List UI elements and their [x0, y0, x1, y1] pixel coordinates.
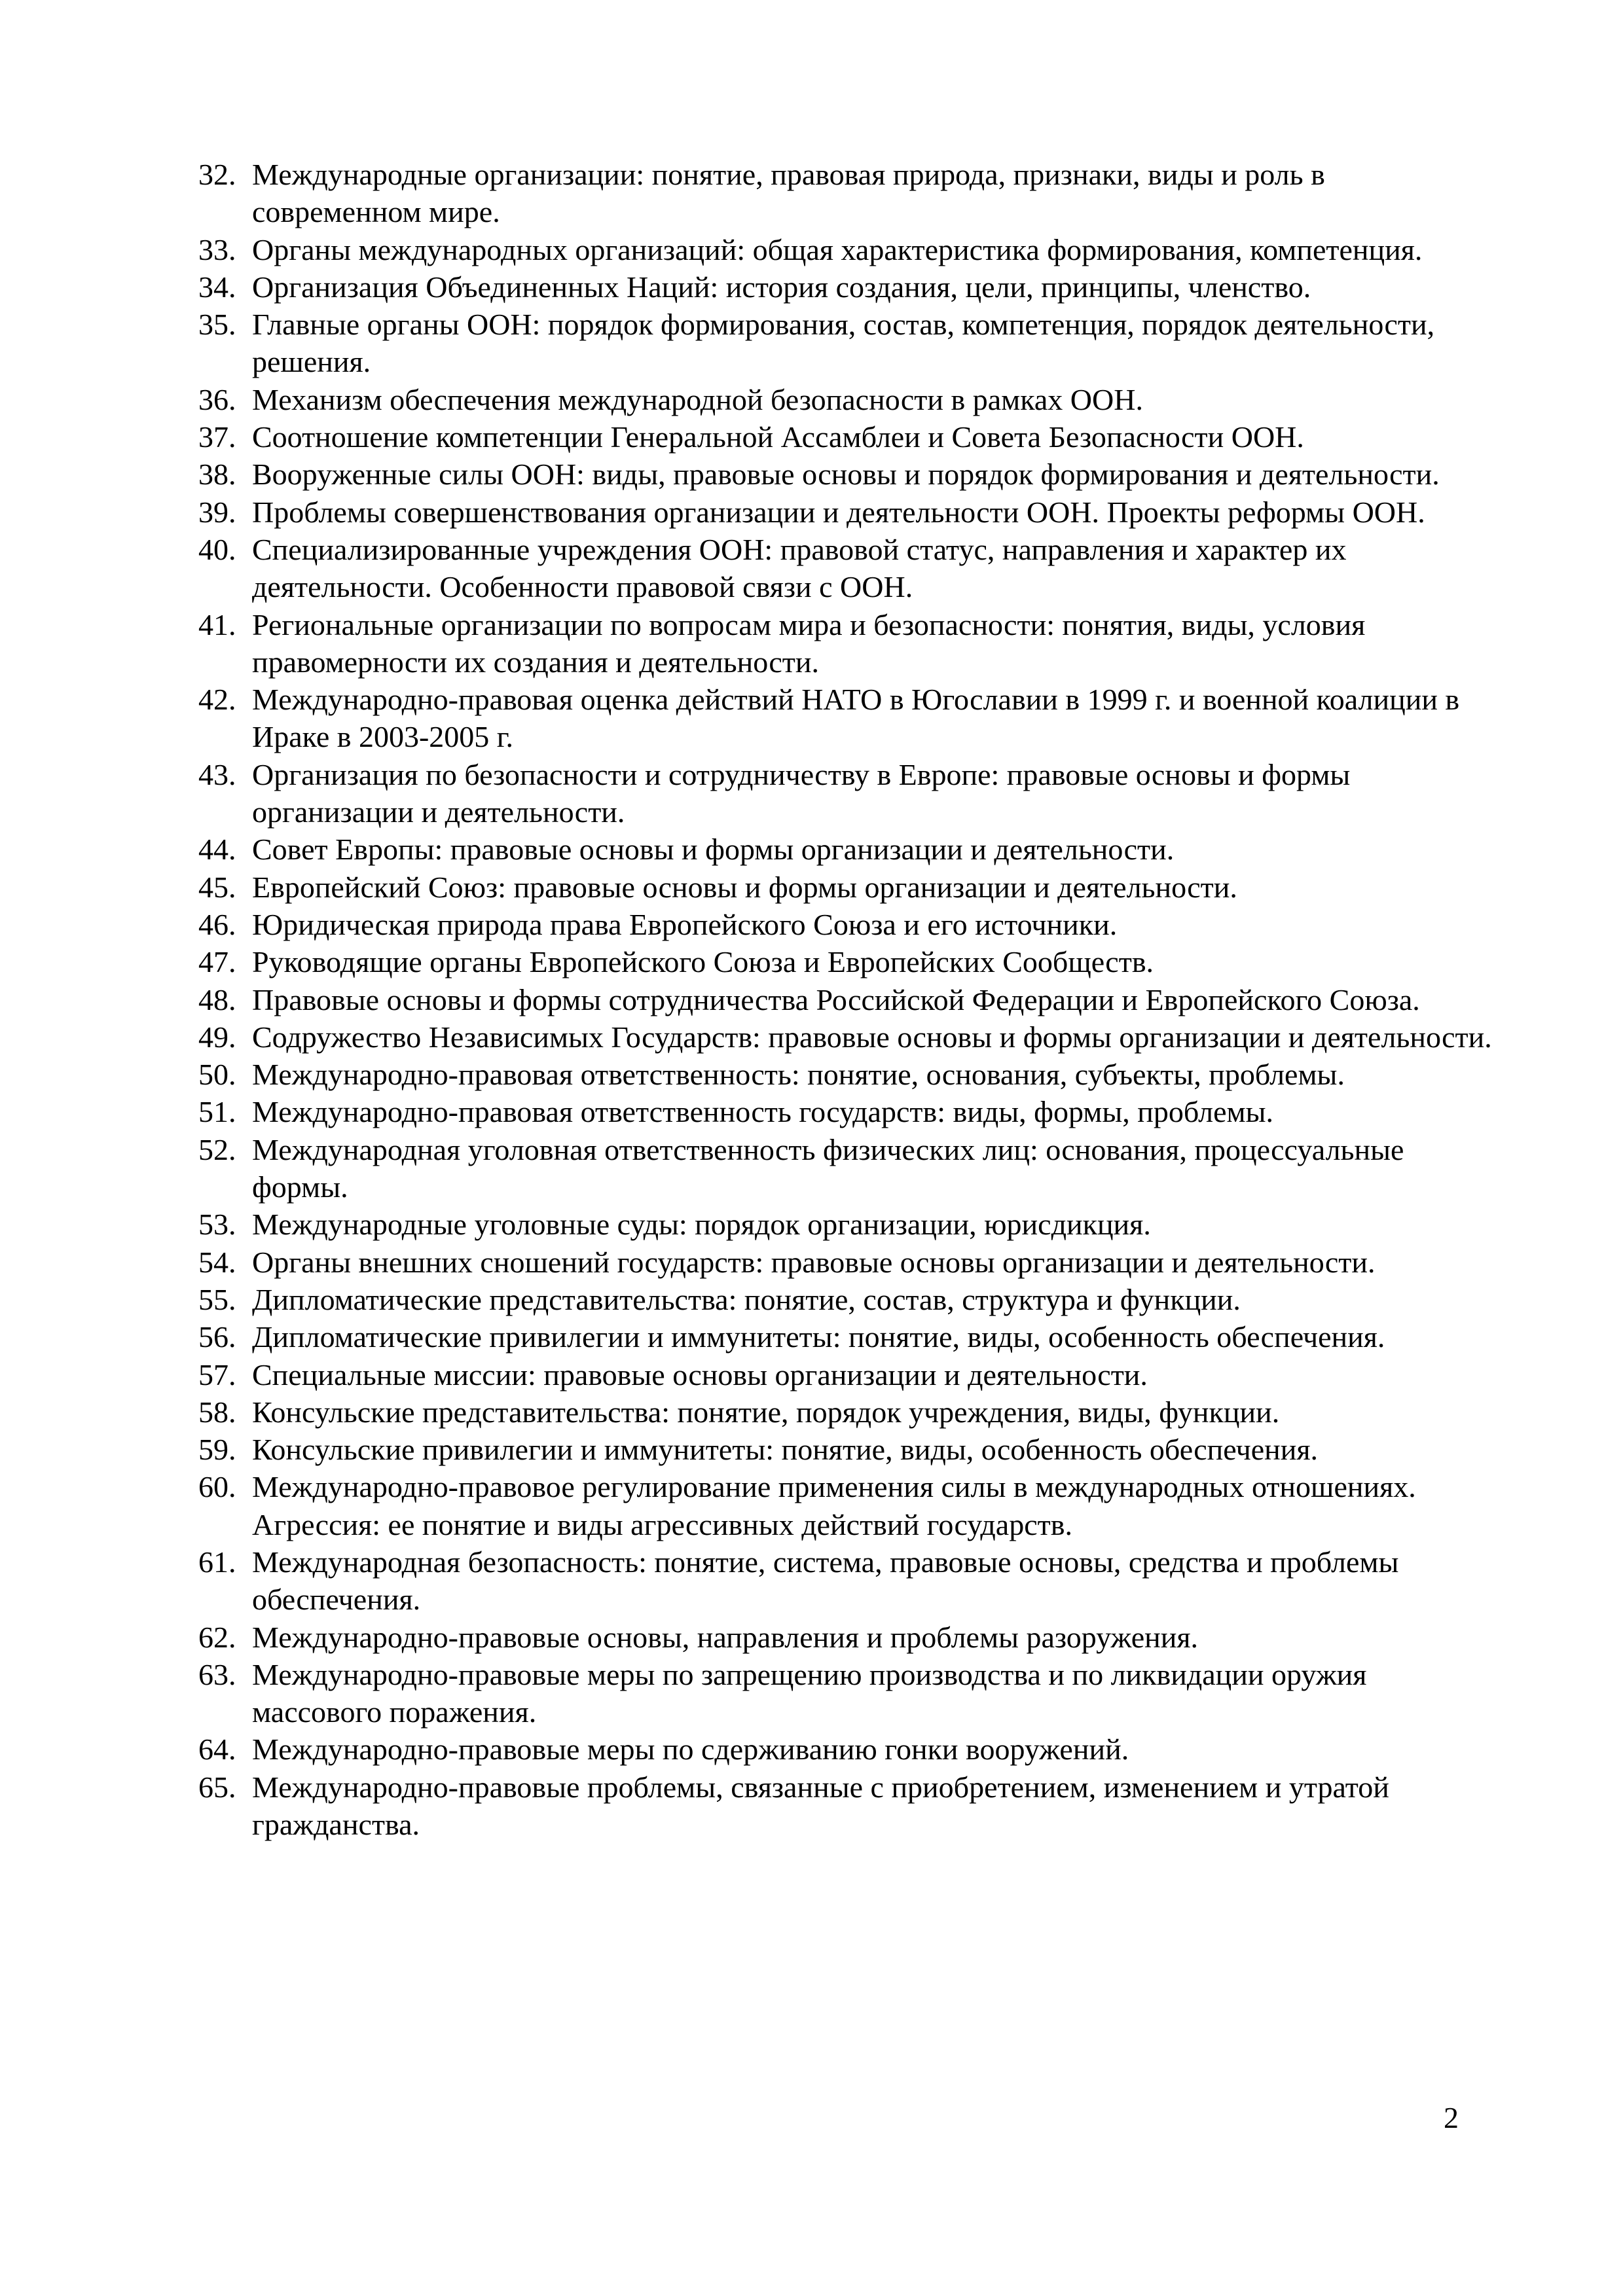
item-number: 49.: [198, 1020, 236, 1054]
list-item: [198, 1318, 1495, 1355]
item-number: 52.: [198, 1132, 236, 1166]
list-item: [198, 906, 1495, 943]
list-item: [198, 493, 1495, 531]
list-item: [198, 869, 1495, 906]
item-text: Дипломатические привилегии и иммунитеты: понятие, виды, особенность обеспечения.: [252, 1320, 1385, 1354]
item-number: 62.: [198, 1620, 236, 1654]
page-number: 2: [1444, 2101, 1459, 2134]
list-item: [198, 1131, 1495, 1206]
list-item: [198, 1018, 1495, 1056]
item-number: 35.: [198, 308, 236, 342]
item-number: 48.: [198, 982, 236, 1016]
list-item: [198, 1056, 1495, 1093]
item-text: Международно-правовое регулирование применения силы в международных отношениях. Агрессия: ее понятие и виды агрессивных действий государств.: [252, 1470, 1416, 1541]
list-item: [198, 1281, 1495, 1318]
item-number: 63.: [198, 1657, 236, 1691]
item-text: Специализированные учреждения ООН: правовой статус, направления и характер их деятельности. Особенности правовой связи с ООН.: [252, 532, 1347, 604]
item-text: Международные организации: понятие, правовая природа, признаки, виды и роль в современном мире.: [252, 158, 1325, 229]
list-item: [198, 156, 1495, 231]
item-text: Специальные миссии: правовые основы организации и деятельности.: [252, 1357, 1148, 1391]
item-number: 64.: [198, 1732, 236, 1767]
list-item: [198, 1468, 1495, 1543]
item-text: Правовые основы и формы сотрудничества Российской Федерации и Европейского Союза.: [252, 982, 1420, 1016]
item-number: 54.: [198, 1245, 236, 1279]
list-item: [198, 1768, 1495, 1844]
item-number: 50.: [198, 1058, 236, 1092]
item-number: 56.: [198, 1320, 236, 1354]
item-text: Международно-правовые проблемы, связанные с приобретением, изменением и утратой гражданства.: [252, 1770, 1389, 1842]
item-text: Организация Объединенных Наций: история создания, цели, принципы, членство.: [252, 270, 1311, 304]
item-number: 41.: [198, 607, 236, 641]
list-item: [198, 981, 1495, 1018]
question-list: [198, 156, 1495, 1843]
list-item: [198, 231, 1495, 268]
list-item: [198, 756, 1495, 831]
list-item: [198, 1393, 1495, 1431]
item-number: 44.: [198, 833, 236, 867]
list-item: [198, 268, 1495, 306]
item-text: Руководящие органы Европейского Союза и Европейских Сообществ.: [252, 945, 1154, 979]
item-number: 55.: [198, 1282, 236, 1316]
item-text: Органы международных организаций: общая характеристика формирования, компетенция.: [252, 232, 1423, 266]
item-number: 39.: [198, 495, 236, 529]
item-number: 45.: [198, 870, 236, 904]
item-number: 47.: [198, 945, 236, 979]
list-item: [198, 381, 1495, 418]
item-text: Вооруженные силы ООН: виды, правовые основы и порядок формирования и деятельности.: [252, 457, 1440, 492]
item-text: Международно-правовая ответственность государств: виды, формы, проблемы.: [252, 1095, 1274, 1129]
item-text: Содружество Независимых Государств: правовые основы и формы организации и деятельности.: [252, 1020, 1492, 1054]
item-number: 38.: [198, 457, 236, 492]
item-text: Международно-правовые меры по запрещению производства и по ликвидации оружия массового поражения.: [252, 1657, 1367, 1729]
item-number: 61.: [198, 1545, 236, 1579]
item-number: 36.: [198, 382, 236, 416]
item-number: 51.: [198, 1095, 236, 1129]
item-number: 42.: [198, 683, 236, 717]
item-text: Консульские представительства: понятие, порядок учреждения, виды, функции.: [252, 1395, 1280, 1429]
item-number: 33.: [198, 232, 236, 266]
item-number: 37.: [198, 420, 236, 454]
list-item: [198, 418, 1495, 456]
item-number: 53.: [198, 1208, 236, 1242]
item-text: Механизм обеспечения международной безопасности в рамках ООН.: [252, 382, 1143, 416]
list-item: [198, 831, 1495, 868]
item-text: Региональные организации по вопросам мира и безопасности: понятия, виды, условия правомерности их создания и деятельности.: [252, 607, 1366, 679]
item-text: Консульские привилегии и иммунитеты: понятие, виды, особенность обеспечения.: [252, 1433, 1319, 1467]
item-number: 40.: [198, 532, 236, 566]
item-number: 60.: [198, 1470, 236, 1504]
item-number: 65.: [198, 1770, 236, 1804]
list-item: [198, 456, 1495, 493]
item-number: 46.: [198, 907, 236, 941]
list-item: [198, 943, 1495, 980]
item-text: Международно-правовая оценка действий НАТО в Югославии в 1999 г. и военной коалиции в Ираке в 2003-2005 г.: [252, 683, 1460, 754]
item-text: Международно-правовые меры по сдерживанию гонки вооружений.: [252, 1732, 1129, 1767]
item-text: Органы внешних сношений государств: правовые основы организации и деятельности.: [252, 1245, 1376, 1279]
item-text: Международные уголовные суды: порядок организации, юрисдикция.: [252, 1208, 1151, 1242]
list-item: [198, 306, 1495, 381]
list-item: [198, 606, 1495, 681]
item-text: Дипломатические представительства: понятие, состав, структура и функции.: [252, 1282, 1241, 1316]
list-item: [198, 1731, 1495, 1768]
item-number: 57.: [198, 1357, 236, 1391]
item-text: Международно-правовые основы, направления и проблемы разоружения.: [252, 1620, 1199, 1654]
list-item: [198, 1619, 1495, 1656]
list-item: [198, 1656, 1495, 1731]
item-text: Международно-правовая ответственность: понятие, основания, субъекты, проблемы.: [252, 1058, 1345, 1092]
list-item: [198, 1244, 1495, 1281]
list-item: [198, 1093, 1495, 1130]
item-text: Европейский Союз: правовые основы и формы организации и деятельности.: [252, 870, 1237, 904]
item-number: 43.: [198, 757, 236, 791]
item-text: Международная уголовная ответственность физических лиц: основания, процессуальные формы.: [252, 1132, 1404, 1204]
item-number: 58.: [198, 1395, 236, 1429]
item-number: 32.: [198, 158, 236, 191]
item-number: 59.: [198, 1433, 236, 1467]
item-text: Соотношение компетенции Генеральной Ассамблеи и Совета Безопасности ООН.: [252, 420, 1304, 454]
list-item: [198, 1543, 1495, 1619]
list-item: [198, 1356, 1495, 1393]
list-item: [198, 681, 1495, 756]
item-text: Юридическая природа права Европейского Союза и его источники.: [252, 907, 1118, 941]
item-text: Международная безопасность: понятие, система, правовые основы, средства и проблемы обеспечения.: [252, 1545, 1399, 1617]
list-item: [198, 531, 1495, 606]
item-text: Организация по безопасности и сотрудничеству в Европе: правовые основы и формы организации и деятельности.: [252, 757, 1351, 829]
item-text: Главные органы ООН: порядок формирования, состав, компетенция, порядок деятельности, решения.: [252, 308, 1435, 379]
item-text: Совет Европы: правовые основы и формы организации и деятельности.: [252, 833, 1175, 867]
list-item: [198, 1206, 1495, 1243]
list-item: [198, 1431, 1495, 1468]
item-number: 34.: [198, 270, 236, 304]
item-text: Проблемы совершенствования организации и деятельности ООН. Проекты реформы ООН.: [252, 495, 1425, 529]
